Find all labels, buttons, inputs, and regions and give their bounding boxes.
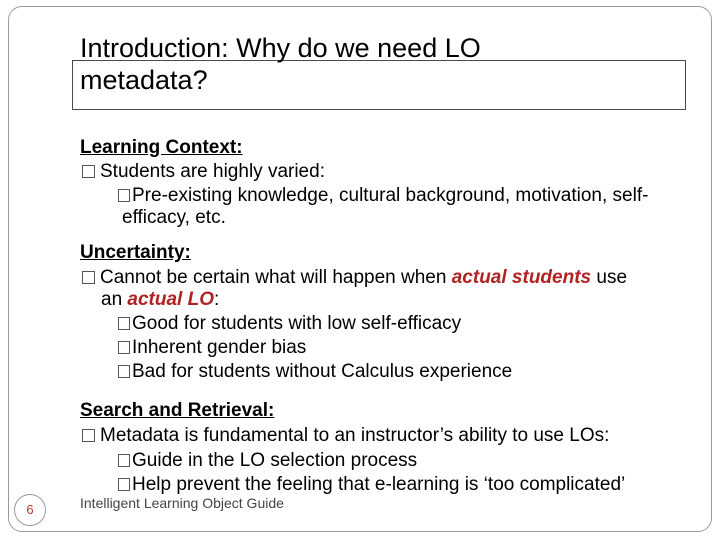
page-number: 6	[14, 494, 46, 526]
checkbox-bullet-icon	[118, 189, 130, 202]
footer-text: Intelligent Learning Object Guide	[80, 495, 284, 511]
checkbox-bullet-icon	[118, 365, 130, 378]
uncertainty-heading: Uncertainty:	[80, 242, 191, 263]
slide-title	[80, 32, 481, 96]
uncertainty-bullet: Cannot be certain what will happen when actual students use	[82, 267, 627, 289]
learning-context-sub-bullet-line2: efficacy, etc.	[122, 207, 226, 228]
uncertainty-bullet-line2: an actual LO:	[101, 289, 220, 310]
learning-context-bullet: Students are highly varied:	[82, 161, 325, 183]
checkbox-bullet-icon	[118, 478, 130, 491]
checkbox-bullet-icon	[118, 317, 130, 330]
uncertainty-sub-bullet-3: Bad for students without Calculus experience	[118, 361, 512, 383]
title-line1: Why do we need LO	[228, 33, 481, 63]
search-retrieval-heading: Search and Retrieval:	[80, 400, 275, 421]
learning-context-heading: Learning Context:	[80, 137, 243, 158]
search-retrieval-sub-bullet-1: Guide in the LO selection process	[118, 450, 417, 472]
search-retrieval-bullet: Metadata is fundamental to an instructor’s ability to use LOs:	[82, 425, 609, 447]
title-line2: metadata?	[80, 65, 208, 95]
search-retrieval-sub-bullet-2: Help prevent the feeling that e-learning is ‘too complicated’	[118, 474, 625, 496]
checkbox-bullet-icon	[82, 271, 95, 284]
actual-lo-highlight: actual LO	[127, 289, 214, 310]
uncertainty-sub-bullet-2: Inherent gender bias	[118, 337, 306, 359]
checkbox-bullet-icon	[82, 165, 95, 178]
learning-context-sub-bullet: Pre-existing knowledge, cultural background, motivation, self-	[118, 185, 648, 207]
checkbox-bullet-icon	[118, 454, 130, 467]
title-prefix: Introduction:	[80, 33, 229, 63]
checkbox-bullet-icon	[82, 429, 95, 442]
actual-students-highlight: actual students	[451, 267, 592, 288]
checkbox-bullet-icon	[118, 341, 130, 354]
uncertainty-sub-bullet-1: Good for students with low self-efficacy	[118, 313, 461, 335]
